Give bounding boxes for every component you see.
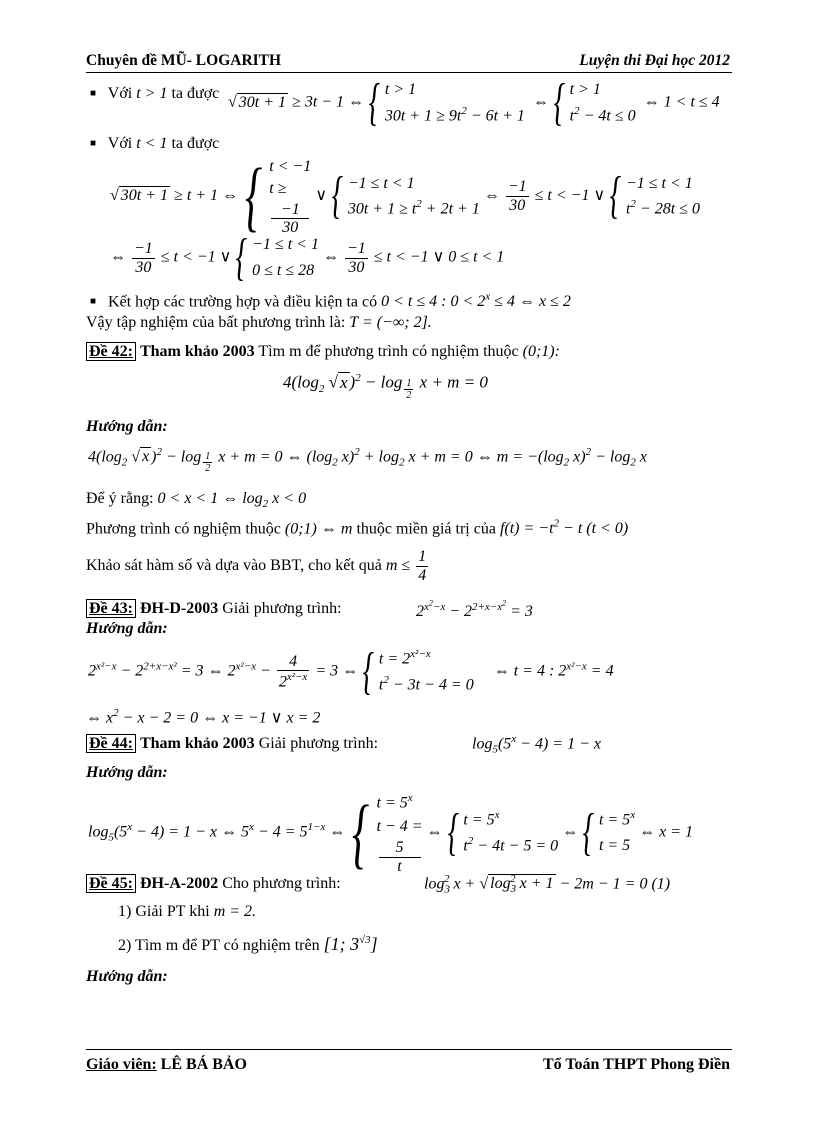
guide-title: Hướng dẫn: <box>86 764 168 781</box>
footer-left <box>86 1056 247 1074</box>
brace-icon: { <box>245 152 263 240</box>
brace-icon: { <box>582 803 595 861</box>
l1-math: √ 30t + 1 ≥ 3t − 1 ⇔ { t > 1 $30t + 1 \ge 9t^2 - 6t + 1$ ⇔ { t > 1 $t^2 - 4t \le 0$ ⇔ 1 < t ≤ 4 <box>228 74 720 131</box>
l5-text: Kết hợp các trường hợp và điều kiện ta có <box>108 293 378 311</box>
footer-left-name: LÊ BÁ BẢO <box>160 1056 247 1073</box>
problem-task: Tìm m để phương trình có nghiệm thuộc <box>258 343 519 360</box>
line-6: Vậy tập nghiệm của bất phương trình là: T = (−∞; 2]. <box>86 314 432 331</box>
footer-right: Tổ Toán THPT Phong Điền <box>542 1056 730 1073</box>
problem-42-g3: Phương trình có nghiệm thuộc (0;1) ⇔ m thuộc miền giá trị của $f(t) = -t^2 - t$ (t < 0) <box>86 518 629 538</box>
problem-43-g2: ⇔ $x^2 - x - 2 = 0$ ⇔ x = −1 ∨ x = 2 <box>86 707 321 727</box>
q1-math: m = 2. <box>213 903 257 920</box>
bullet-icon: ■ <box>90 296 97 308</box>
problem-45-equation: $\log_3^2 x$ + √ $\log_3^2 x + 1 - 2m - 1 = 0$ (1) <box>424 873 671 896</box>
problem-44 <box>86 735 378 753</box>
l4-math: ⇔ $\frac{-1}{30}$ ≤ t < −1 ∨ { −1 ≤ t < 1 0 ≤ t ≤ 28 ⇔ $\frac{-1}{30}$ ≤ t < −1 ∨ 0 ≤ t < 1 <box>110 229 505 286</box>
l6-text: Vậy tập nghiệm của bất phương trình là: <box>86 314 346 331</box>
footer-rule <box>86 1049 732 1050</box>
line-5: ■ Kết hợp các trường hợp và điều kiện ta có 0 < t ≤ 4 : $0 < 2^x \le 4$ ⇔ x ≤ 2 <box>90 291 571 311</box>
problem-43 <box>86 600 342 618</box>
problem-source: ĐH-A-2002 <box>139 875 219 892</box>
problem-label: Đề 45: <box>86 874 136 893</box>
guide-title: Hướng dẫn: <box>86 968 168 985</box>
problem-source: Tham khảo 2003 <box>139 343 255 360</box>
l1-text: Với <box>107 85 133 102</box>
problem-42-g2: Để ý rằng: 0 < x < 1 ⇔ $\log_2 x < 0$ <box>86 490 307 511</box>
l1-mid: ta được <box>171 85 220 102</box>
problem-task: Giải phương trình: <box>222 600 342 617</box>
q1-text: 1) Giải PT khi <box>118 903 210 920</box>
brace-icon: { <box>447 803 459 861</box>
g3-text-b: thuộc miền giá trị của <box>356 520 496 538</box>
footer-left-label: Giáo viên: <box>86 1056 157 1073</box>
problem-source: ĐH-D-2003 <box>139 600 219 617</box>
l2-mid: ta được <box>171 135 220 152</box>
problem-task: Giải phương trình: <box>258 735 379 752</box>
problem-source: Tham khảo 2003 <box>139 735 255 752</box>
problem-42-g4: Khảo sát hàm số và dựa vào BBT, cho kết quả m ≤ $\frac{1}{4}$ <box>86 548 427 584</box>
problem-44-g1: $\log_5(5^x - 4) = 1 - x$ ⇔ $5^x - 4 = 5^{1-x}$ ⇔ { $t = 5^x$ t − 4 = 5 t ⇔ { $t = 5^x$ $t^2 - 4t - 5 = 0$ ⇔ { $t = 5^x$ t = 5 ⇔ x = 1 <box>88 788 693 876</box>
l2-text: Với <box>107 135 133 152</box>
problem-42 <box>86 343 560 361</box>
brace-icon: { <box>236 229 248 286</box>
l1-cond: t > 1 <box>136 85 168 102</box>
line-1 <box>90 85 219 103</box>
problem-42-equation: $4(\log_2$ √ x )$^2$ − log $_{\frac{1}{2}}$ x + m = 0 <box>283 372 488 402</box>
problem-44-equation: $\log_5(5^x - 4) = 1 - x$ <box>472 733 601 756</box>
bullet-icon: ■ <box>90 138 97 149</box>
problem-interval: (0;1): <box>522 343 560 360</box>
problem-label: Đề 43: <box>86 599 136 618</box>
g3-text-a: Phương trình có nghiệm thuộc <box>86 520 281 538</box>
guide-title: Hướng dẫn: <box>86 620 168 637</box>
problem-45-q2: 2) Tìm m để PT có nghiệm trên [1; $3^{√3}$] <box>118 934 378 954</box>
line-2 <box>90 135 219 153</box>
problem-label: Đề 44: <box>86 734 136 753</box>
problem-45-q1 <box>118 903 256 921</box>
brace-icon: { <box>362 643 375 700</box>
problem-43-equation: $2^{x^2-x} - 2^{2+x-x^2} = 3$ <box>416 598 533 620</box>
brace-icon: { <box>352 788 370 876</box>
problem-label: Đề 42: <box>86 342 136 361</box>
header-right: Luyện thi Đại học 2012 <box>579 52 730 69</box>
l3-math: √ 30t + 1 ≥ t + 1 ⇔ { t < −1 t ≥ −1 30 ∨ { −1 ≤ t < 1 $30t + 1 \ge t^2 + 2t + 1$ ⇔ $\frac{-1}{30}$ ≤ t < −1 ∨ { −1 ≤ t < 1 $t^2 - 28t \le 0$ <box>110 152 700 240</box>
g2-text: Để ý rằng: <box>86 490 154 507</box>
problem-42-g1: $4(\log_2$ √ x )$^2$ − log $_{\frac{1}{2}}$ x + m = 0 ⇔ ($\log_2$ $x)^2 + \log_2 x + m = 0$ ⇔ $m = -(\log_2$ $x)^2 - \log_2 x$ <box>88 446 647 475</box>
brace-icon: { <box>331 167 344 225</box>
guide-title: Hướng dẫn: <box>86 418 168 435</box>
l2-cond: t < 1 <box>136 135 168 152</box>
g4-text: Khảo sát hàm số và dựa vào BBT, cho kết quả <box>86 556 382 574</box>
brace-icon: { <box>368 74 381 131</box>
q2-text: 2) Tìm m để PT có nghiệm trên <box>118 937 320 954</box>
brace-icon: { <box>609 167 622 225</box>
problem-45 <box>86 875 341 893</box>
header-rule <box>86 72 732 73</box>
header-left: Chuyên đề MŨ- LOGARITH <box>86 52 282 69</box>
bullet-icon: ■ <box>90 88 97 99</box>
problem-43-g1: $2^{x^2-x} - 2^{2+x-x^2} = 3$ ⇔ $2^{x^2-x}$ − $\frac{4}{2^{x^2-x}}$ = 3 ⇔ { $t = 2^{x^2-x}$ $t^2 - 3t - 4 = 0$ ⇔ t = 4 : $2^{x^2-x} = 4$ <box>88 643 614 700</box>
problem-task: Cho phương trình: <box>222 875 341 892</box>
brace-icon: { <box>553 74 565 131</box>
